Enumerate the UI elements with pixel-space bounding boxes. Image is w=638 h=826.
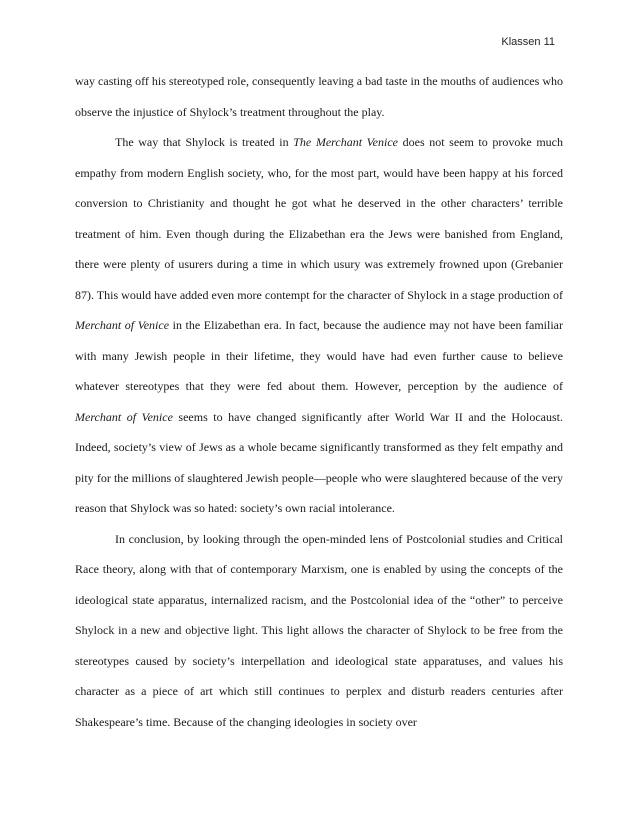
paragraph-elizabethan-reception <box>75 127 563 524</box>
body-text-run: In conclusion, by looking through the open-minded lens of Postcolonial studies and Critical Race theory, along with that of contemporary Marxism, one is enabled by using the concepts of the ideological state apparatus, internalized racism, and the Postcolonial idea of the “other” to perceive Shylock in a new and objective light. This light allows the character of Shylock to be free from the stereotypes caused by society’s interpellation and ideological state apparatuses, and values his character as a piece of art which still continues to perplex and disturb readers centuries after Shakespeare’s time. Because of the changing ideologies in society over <box>75 531 563 729</box>
italic-title-text: Merchant of Venice <box>75 318 170 332</box>
paragraph-continuation <box>75 66 563 127</box>
italic-title-text: Merchant of Venice <box>75 409 173 424</box>
body-text-run: The way that Shylock is treated in <box>115 135 294 149</box>
italic-title-text: The Merchant Venice <box>293 135 398 149</box>
page-header-number: Klassen 11 <box>501 36 555 48</box>
essay-body <box>75 66 563 737</box>
paragraph-conclusion <box>75 524 563 738</box>
body-text-run: in the Elizabethan era. In fact, because the audience may not have been familiar with many Jewish people in their lifetime, they would have had even further cause to believe whatever stereotypes that they were fed about them. However, perception by the audience of <box>75 318 564 393</box>
body-text-run: does not seem to provoke much empathy from modern English society, who, for the most part, would have been happy at his forced conversion to Christianity and thought he got what he deserved in the other characters’ terrible treatment of him. Even though during the Elizabethan era the Jews were banished from England, there were plenty of usurers during a time in which usury was extremely frowned upon (Grebanier 87). This would have added even more contempt for the character of Shylock in a stage production of <box>75 135 563 302</box>
body-text-run: seems to have changed significantly after World War II and the Holocaust. Indeed, society’s view of Jews as a whole became significantly transformed as they felt empathy and pity for the millions of slaughtered Jewish people—people who were slaughtered because of the very reason that Shylock was so hated: society’s own racial intolerance. <box>75 409 564 515</box>
body-text-run: way casting off his stereotyped role, consequently leaving a bad taste in the mouths of audiences who observe the injustice of Shylock’s treatment throughout the play. <box>75 74 563 119</box>
